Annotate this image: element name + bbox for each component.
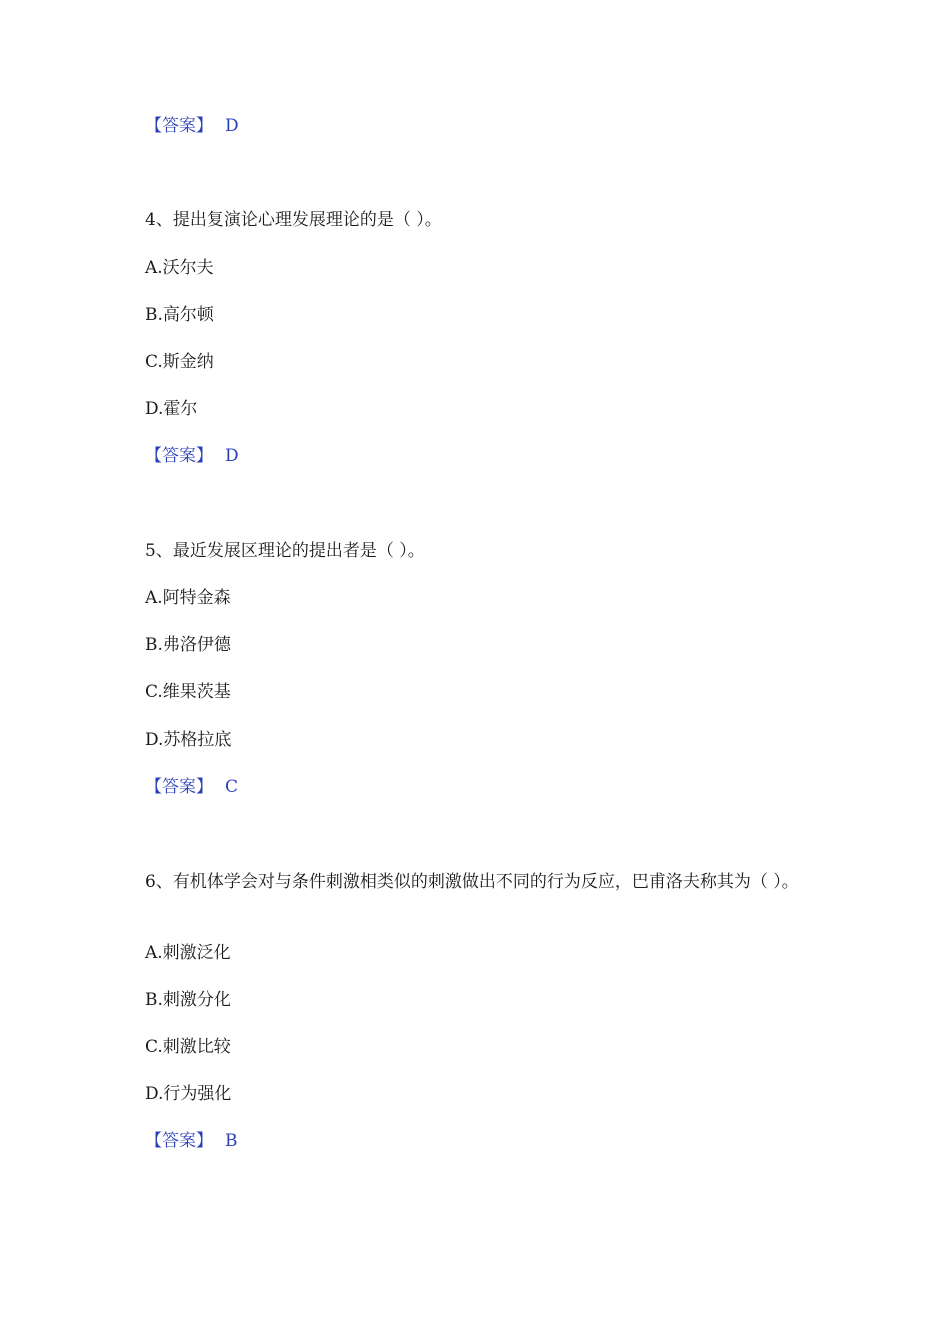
answer-label: 【答案】 — [145, 116, 213, 136]
question-5-answer — [145, 775, 238, 799]
question-6-option-c: C.刺激比较 — [145, 1037, 231, 1057]
question-5-text: 5、最近发展区理论的提出者是（ ）。 — [145, 541, 425, 561]
question-4-option-a: A.沃尔夫 — [145, 258, 214, 278]
question-5-option-b: B.弗洛伊德 — [145, 635, 231, 655]
answer-value: B — [225, 1131, 238, 1151]
answer-value: C — [225, 777, 239, 797]
question-5-option-d: D.苏格拉底 — [145, 730, 232, 750]
question-6-answer — [145, 1129, 238, 1153]
question-6-option-d: D.行为强化 — [145, 1084, 232, 1104]
question-6-option-a: A.刺激泛化 — [145, 943, 231, 963]
question-6-option-b: B.刺激分化 — [145, 990, 231, 1010]
answer-label: 【答案】 — [145, 446, 213, 466]
question-5-option-a: A.阿特金森 — [145, 588, 231, 608]
question-4-option-c: C.斯金纳 — [145, 352, 214, 372]
answer-label: 【答案】 — [145, 777, 213, 797]
answer-line — [145, 114, 239, 138]
question-4-option-d: D.霍尔 — [145, 399, 198, 419]
question-6-text: 6、有机体学会对与条件刺激相类似的刺激做出不同的行为反应，巴甫洛夫称其为（ ）。 — [145, 872, 799, 892]
answer-value: D — [225, 116, 239, 136]
answer-value: D — [225, 446, 239, 466]
question-5-option-c: C.维果茨基 — [145, 682, 231, 702]
question-4-answer — [145, 444, 239, 468]
question-4-text: 4、提出复演论心理发展理论的是（ ）。 — [145, 210, 442, 230]
answer-label: 【答案】 — [145, 1131, 213, 1151]
question-4-option-b: B.高尔顿 — [145, 305, 214, 325]
